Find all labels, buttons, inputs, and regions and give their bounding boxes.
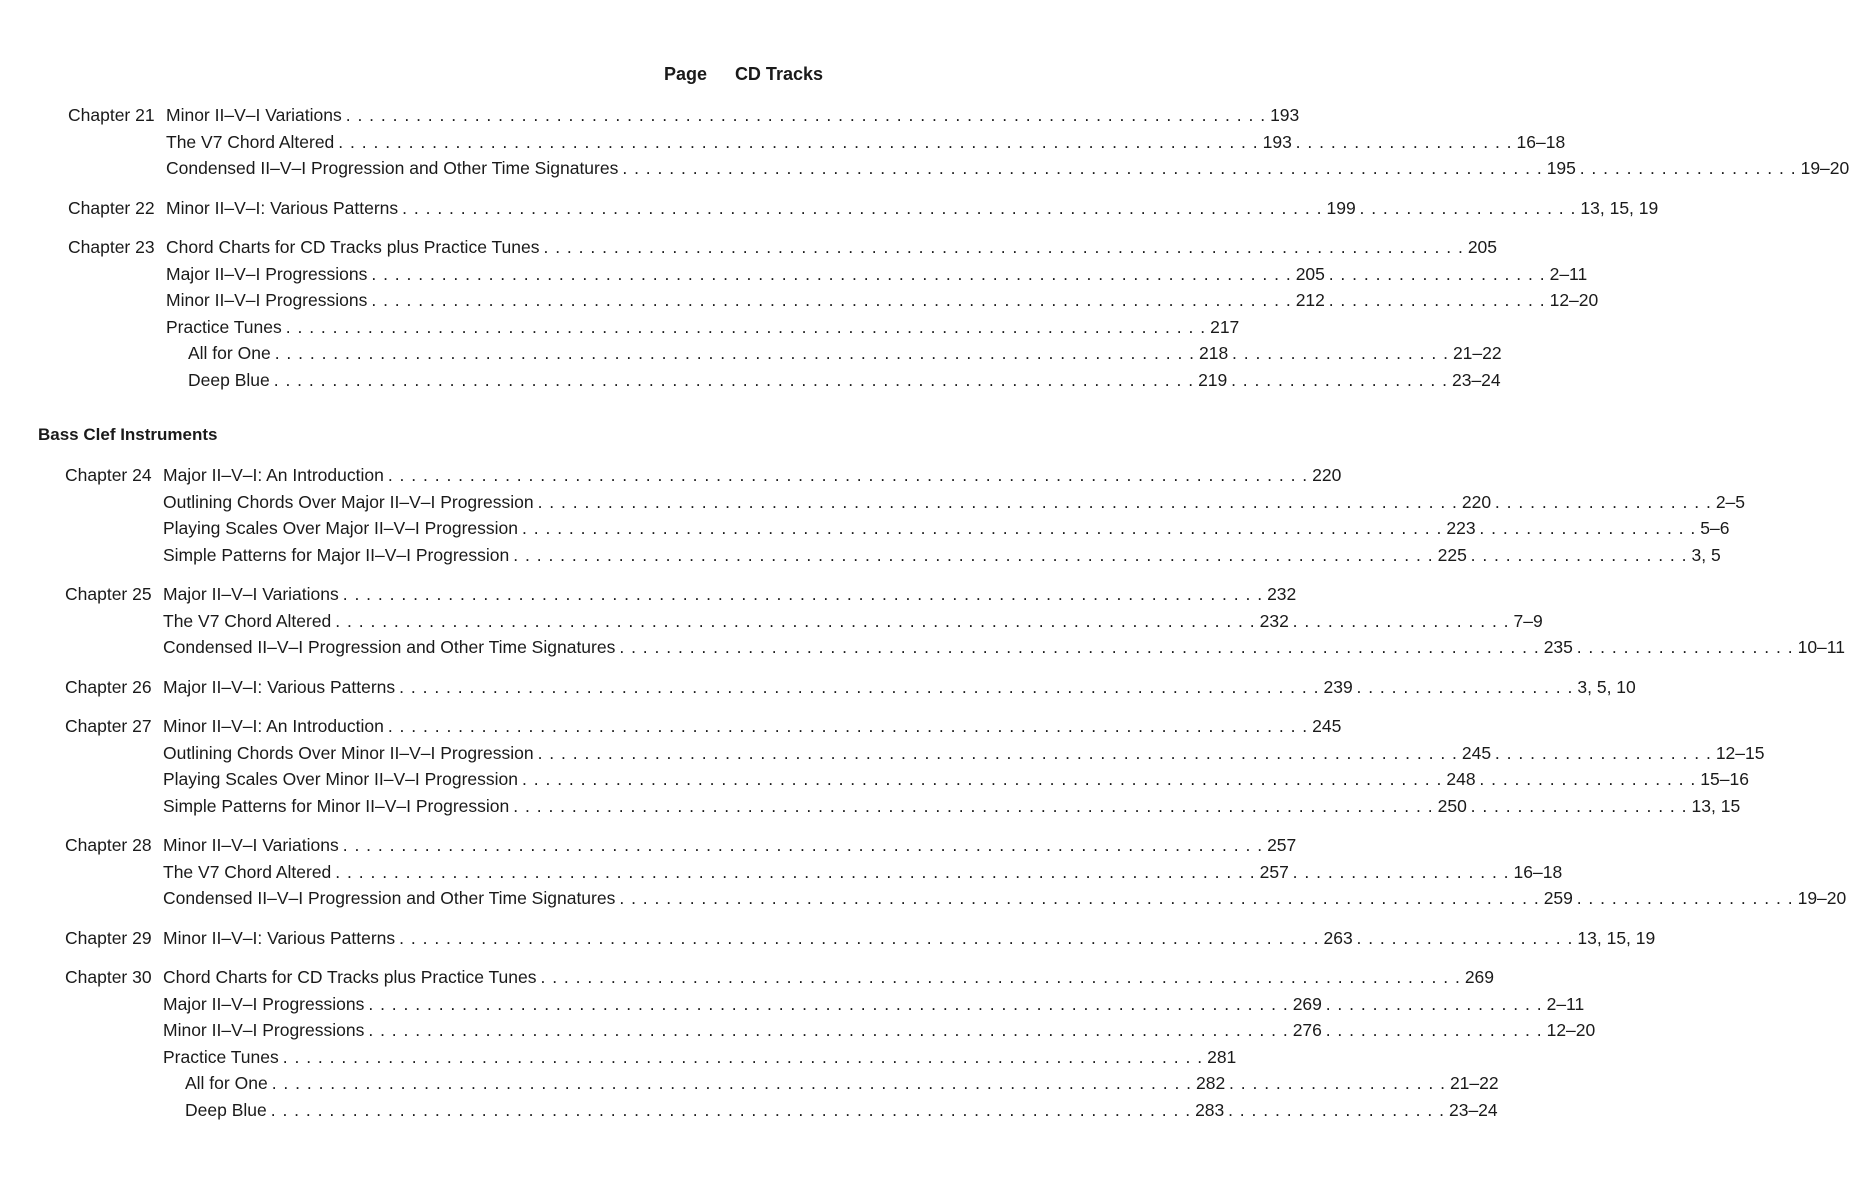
cd-track-numbers: 16–18: [1516, 131, 1566, 152]
toc-line: [185, 1098, 1498, 1122]
toc-entry: [0, 675, 1636, 699]
toc-line: [166, 103, 1300, 127]
track-dot-leader: . . . . . . . . . . . . . . . . . . .: [1325, 993, 1543, 1014]
toc-entry: [0, 886, 1847, 910]
dot-leader: . . . . . . . . . . . . . . . . . . . . . . . . . . . . . . . . . . . . . . . . . . . . . . . . . . . . . . . . . . . . . . . . . . . . . . . . . . . . . . .: [513, 544, 1434, 565]
cd-track-numbers: 16–18: [1513, 861, 1563, 882]
toc-line: [163, 675, 1636, 699]
section-entry-title: Playing Scales Over Major II–V–I Progression: [163, 518, 519, 538]
chapter-title: Minor II–V–I Variations: [163, 835, 339, 855]
section-entry-title: All for One: [188, 343, 271, 363]
toc-line: [188, 341, 1502, 365]
dot-leader: . . . . . . . . . . . . . . . . . . . . . . . . . . . . . . . . . . . . . . . . . . . . . . . . . . . . . . . . . . . . . . . . . . . . . . . . . . . . . . .: [619, 637, 1540, 657]
track-dot-leader: . . . . . . . . . . . . . . . . . . .: [1470, 795, 1688, 816]
dot-leader: . . . . . . . . . . . . . . . . . . . . . . . . . . . . . . . . . . . . . . . . . . . . . . . . . . . . . . . . . . . . . . . . . . . . . . . . . . . . . . .: [345, 105, 1267, 125]
cd-track-numbers: 15–16: [1700, 769, 1749, 789]
track-dot-leader: . . . . . . . . . . . . . . . . . . .: [1328, 290, 1546, 310]
chapter-title: Minor II–V–I: An Introduction: [163, 716, 384, 736]
cd-tracks: [1228, 1071, 1499, 1095]
page-column-header: Page: [664, 64, 708, 84]
chapter-label: Chapter 22: [68, 197, 155, 218]
section-entry-title: The V7 Chord Altered: [163, 610, 332, 631]
cd-track-numbers: 2–11: [1549, 263, 1588, 284]
cd-tracks: [1292, 860, 1563, 884]
page-number: 257: [1267, 835, 1297, 855]
section-entry-title: The V7 Chord Altered: [166, 131, 335, 152]
cd-track-numbers: 10–11: [1797, 637, 1845, 657]
toc-entry: [0, 965, 1495, 989]
dot-leader: . . . . . . . . . . . . . . . . . . . . . . . . . . . . . . . . . . . . . . . . . . . . . . . . . . . . . . . . . . . . . . . . . . . . . . . . . . . . . . .: [342, 584, 1264, 604]
toc-line: [166, 288, 1599, 312]
cd-track-numbers: 19–20: [1797, 888, 1847, 908]
cd-tracks: [1579, 156, 1849, 180]
toc-entry: [0, 103, 1300, 127]
cd-track-numbers: 7–9: [1513, 610, 1543, 631]
dot-leader: . . . . . . . . . . . . . . . . . . . . . . . . . . . . . . . . . . . . . . . . . . . . . . . . . . . . . . . . . . . . . . . . . . . . . . . . . . . . . . .: [342, 835, 1264, 855]
track-dot-leader: . . . . . . . . . . . . . . . . . . .: [1359, 197, 1577, 218]
toc-entry: [0, 992, 1585, 1016]
toc-entry: [0, 1071, 1499, 1095]
toc-entry: [0, 1098, 1498, 1122]
section-entry-title: Playing Scales Over Minor II–V–I Progression: [163, 769, 519, 789]
toc-entry: [0, 490, 1746, 514]
cd-tracks: [1355, 926, 1656, 950]
toc-line: [163, 860, 1563, 884]
track-dot-leader: . . . . . . . . . . . . . . . . . . .: [1292, 610, 1510, 631]
track-dot-leader: . . . . . . . . . . . . . . . . . . .: [1576, 637, 1794, 657]
cd-track-numbers: 13, 15, 19: [1580, 197, 1659, 218]
page-number: 250: [1437, 795, 1467, 816]
page-number: 245: [1461, 742, 1492, 763]
section-entry-title: Condensed II–V–I Progression and Other Time Signatures: [163, 888, 616, 908]
track-dot-leader: . . . . . . . . . . . . . . . . . . .: [1479, 769, 1697, 789]
dot-leader: . . . . . . . . . . . . . . . . . . . . . . . . . . . . . . . . . . . . . . . . . . . . . . . . . . . . . . . . . . . . . . . . . . . . . . . . . . . . . . .: [368, 1020, 1289, 1040]
toc-entry: [0, 1045, 1237, 1069]
toc-line: [163, 1045, 1237, 1069]
cd-track-numbers: 21–22: [1449, 1073, 1499, 1093]
chapter-title: Chord Charts for CD Tracks plus Practice Tunes: [166, 237, 540, 257]
toc-line: [163, 609, 1543, 633]
section-entry-title: Minor II–V–I Progressions: [166, 290, 368, 310]
chapter-title: Chord Charts for CD Tracks plus Practice Tunes: [163, 967, 537, 987]
cd-track-numbers: 21–22: [1452, 343, 1502, 363]
page-number: 232: [1259, 610, 1289, 631]
track-dot-leader: . . . . . . . . . . . . . . . . . . .: [1576, 888, 1794, 908]
toc-entry: [0, 794, 1741, 818]
chapter-label: Chapter 29: [65, 927, 152, 948]
dot-leader: . . . . . . . . . . . . . . . . . . . . . . . . . . . . . . . . . . . . . . . . . . . . . . . . . . . . . . . . . . . . . . . . . . . . . . . . . . . . . . .: [271, 1073, 1193, 1093]
page-number: 225: [1437, 544, 1467, 565]
dot-leader: . . . . . . . . . . . . . . . . . . . . . . . . . . . . . . . . . . . . . . . . . . . . . . . . . . . . . . . . . . . . . . . . . . . . . . . . . . . . . . .: [273, 369, 1195, 390]
dot-leader: . . . . . . . . . . . . . . . . . . . . . . . . . . . . . . . . . . . . . . . . . . . . . . . . . . . . . . . . . . . . . . . . . . . . . . . . . . . . . . .: [522, 769, 1443, 789]
cd-tracks: [1576, 635, 1845, 659]
chapter-label: Chapter 24: [65, 465, 152, 485]
chapter-label: Chapter 21: [68, 105, 155, 125]
page-number: 281: [1207, 1046, 1237, 1067]
page-number: 223: [1446, 518, 1476, 538]
cd-tracks: [1358, 196, 1659, 220]
toc-entry: [0, 368, 1501, 392]
chapter-title: Major II–V–I: An Introduction: [163, 465, 384, 485]
toc-line: [163, 714, 1342, 738]
toc-line: [163, 1018, 1596, 1042]
cd-tracks: [1292, 609, 1543, 633]
chapter-label: Chapter 25: [65, 584, 152, 604]
page-number: 248: [1446, 769, 1476, 789]
toc-entry: [0, 315, 1240, 339]
track-dot-leader: . . . . . . . . . . . . . . . . . . .: [1292, 861, 1510, 882]
page-number: 195: [1546, 158, 1576, 178]
page-number: 232: [1267, 584, 1297, 604]
page-number: 239: [1323, 676, 1353, 697]
cd-track-numbers: 12–20: [1546, 1020, 1596, 1040]
section-entry-title: Outlining Chords Over Major II–V–I Progression: [163, 491, 534, 512]
cd-tracks: [1494, 490, 1746, 514]
toc-line: [163, 833, 1297, 857]
toc-line: [163, 490, 1746, 514]
chapter-title: Minor II–V–I Variations: [166, 105, 342, 125]
chapter-title: Minor II–V–I: Various Patterns: [166, 197, 399, 218]
toc-entry: [0, 156, 1849, 180]
track-dot-leader: . . . . . . . . . . . . . . . . . . .: [1494, 742, 1712, 763]
toc-entry: [0, 341, 1502, 365]
toc-line: [163, 582, 1297, 606]
toc-line: [163, 516, 1730, 540]
dot-leader: . . . . . . . . . . . . . . . . . . . . . . . . . . . . . . . . . . . . . . . . . . . . . . . . . . . . . . . . . . . . . . . . . . . . . . . . . . . . . . .: [543, 237, 1464, 257]
toc-line: [188, 368, 1501, 392]
section-title-bass-clef: Bass Clef Instruments: [38, 425, 218, 444]
dot-leader: . . . . . . . . . . . . . . . . . . . . . . . . . . . . . . . . . . . . . . . . . . . . . . . . . . . . . . . . . . . . . . . . . . . . . . . . . . . . . . .: [622, 158, 1543, 178]
dot-leader: . . . . . . . . . . . . . . . . . . . . . . . . . . . . . . . . . . . . . . . . . . . . . . . . . . . . . . . . . . . . . . . . . . . . . . . . . . . . . . .: [402, 197, 1323, 218]
cd-tracks: [1576, 886, 1847, 910]
chapter-label: Chapter 28: [65, 835, 152, 855]
chapter-label: Chapter 27: [65, 716, 152, 736]
toc-entry: [0, 196, 1659, 220]
toc-line: [163, 463, 1342, 487]
toc-entry: [0, 463, 1342, 487]
dot-leader: . . . . . . . . . . . . . . . . . . . . . . . . . . . . . . . . . . . . . . . . . . . . . . . . . . . . . . . . . . . . . . . . . . . . . . . . . . . . . . .: [522, 518, 1443, 538]
track-dot-leader: . . . . . . . . . . . . . . . . . . .: [1356, 927, 1574, 948]
cd-tracks: [1328, 288, 1599, 312]
toc-entry: [0, 1018, 1596, 1042]
page-number: 205: [1295, 263, 1325, 284]
dot-leader: . . . . . . . . . . . . . . . . . . . . . . . . . . . . . . . . . . . . . . . . . . . . . . . . . . . . . . . . . . . . . . . . . . . . . . . . . . . . . . .: [368, 993, 1289, 1014]
toc-line: [163, 992, 1585, 1016]
page-number: 282: [1196, 1073, 1226, 1093]
toc-entry: [0, 262, 1588, 286]
dot-leader: . . . . . . . . . . . . . . . . . . . . . . . . . . . . . . . . . . . . . . . . . . . . . . . . . . . . . . . . . . . . . . . . . . . . . . . . . . . . . . .: [371, 290, 1292, 310]
page-number: 205: [1467, 237, 1498, 257]
toc-entry: [0, 130, 1566, 154]
toc-entry: [0, 860, 1563, 884]
cd-tracks: [1230, 368, 1501, 392]
toc-line: [163, 794, 1741, 818]
page-number: 263: [1323, 927, 1353, 948]
cd-track-numbers: 19–20: [1800, 158, 1849, 178]
cd-tracks: [1478, 516, 1730, 540]
toc-entry: [0, 833, 1297, 857]
section-entry-title: All for One: [185, 1073, 268, 1093]
toc-entry: [0, 767, 1749, 791]
page-number: 283: [1195, 1099, 1225, 1120]
dot-leader: . . . . . . . . . . . . . . . . . . . . . . . . . . . . . . . . . . . . . . . . . . . . . . . . . . . . . . . . . . . . . . . . . . . . . . . . . . . . . . .: [387, 716, 1309, 736]
toc-entry: [0, 543, 1721, 567]
toc-line: [163, 886, 1847, 910]
page-number: 245: [1312, 716, 1342, 736]
track-dot-leader: . . . . . . . . . . . . . . . . . . .: [1328, 263, 1546, 284]
section-entry-title: Deep Blue: [188, 369, 270, 390]
track-dot-leader: . . . . . . . . . . . . . . . . . . .: [1228, 1099, 1445, 1120]
toc-entry: [0, 516, 1730, 540]
page-number: 199: [1326, 197, 1356, 218]
toc-entry: [0, 741, 1765, 765]
chapter-label: Chapter 30: [65, 967, 152, 987]
dot-leader: . . . . . . . . . . . . . . . . . . . . . . . . . . . . . . . . . . . . . . . . . . . . . . . . . . . . . . . . . . . . . . . . . . . . . . . . . . . . . . .: [537, 491, 1458, 512]
page-number: 219: [1198, 369, 1228, 390]
track-dot-leader: . . . . . . . . . . . . . . . . . . .: [1579, 158, 1797, 178]
track-dot-leader: . . . . . . . . . . . . . . . . . . .: [1295, 131, 1513, 152]
cd-track-numbers: 3, 5, 10: [1577, 676, 1636, 697]
cd-track-numbers: 23–24: [1448, 1099, 1498, 1120]
dot-leader: . . . . . . . . . . . . . . . . . . . . . . . . . . . . . . . . . . . . . . . . . . . . . . . . . . . . . . . . . . . . . . . . . . . . . . . . . . . . . . .: [371, 263, 1292, 284]
track-dot-leader: . . . . . . . . . . . . . . . . . . .: [1494, 491, 1712, 512]
page-number: 235: [1543, 637, 1573, 657]
dot-leader: . . . . . . . . . . . . . . . . . . . . . . . . . . . . . . . . . . . . . . . . . . . . . . . . . . . . . . . . . . . . . . . . . . . . . . . . . . . . . . .: [537, 742, 1458, 763]
dot-leader: . . . . . . . . . . . . . . . . . . . . . . . . . . . . . . . . . . . . . . . . . . . . . . . . . . . . . . . . . . . . . . . . . . . . . . . . . . . . . . .: [282, 1046, 1204, 1067]
section-entry-title: Practice Tunes: [166, 316, 282, 337]
toc-entry: [0, 609, 1543, 633]
track-dot-leader: . . . . . . . . . . . . . . . . . . .: [1232, 343, 1449, 363]
cd-tracks: [1328, 262, 1588, 286]
track-dot-leader: . . . . . . . . . . . . . . . . . . .: [1229, 1073, 1446, 1093]
toc-entry: [0, 582, 1297, 606]
toc-entry: [0, 714, 1342, 738]
cd-tracks: [1227, 1098, 1498, 1122]
section-entry-title: Simple Patterns for Major II–V–I Progression: [163, 544, 510, 565]
toc-line: [163, 741, 1765, 765]
cd-tracks-column-header: CD Tracks: [734, 64, 823, 84]
dot-leader: . . . . . . . . . . . . . . . . . . . . . . . . . . . . . . . . . . . . . . . . . . . . . . . . . . . . . . . . . . . . . . . . . . . . . . . . . . . . . . .: [274, 343, 1196, 363]
toc-entry: [0, 235, 1498, 259]
section-entry-title: Condensed II–V–I Progression and Other Time Signatures: [166, 158, 619, 178]
page-number: 220: [1312, 465, 1342, 485]
page-number: 193: [1270, 105, 1300, 125]
section-entry-title: Simple Patterns for Minor II–V–I Progression: [163, 795, 510, 816]
page-number: 269: [1292, 993, 1322, 1014]
cd-track-numbers: 23–24: [1451, 369, 1501, 390]
track-dot-leader: . . . . . . . . . . . . . . . . . . .: [1470, 544, 1688, 565]
track-dot-leader: . . . . . . . . . . . . . . . . . . .: [1356, 676, 1574, 697]
toc-line: [166, 262, 1588, 286]
cd-tracks: [1470, 543, 1721, 567]
cd-track-numbers: 13, 15, 19: [1577, 927, 1656, 948]
chapter-label: Chapter 23: [68, 237, 155, 257]
chapter-title: Minor II–V–I: Various Patterns: [163, 927, 396, 948]
page-number: 193: [1262, 131, 1292, 152]
page-number: 220: [1461, 491, 1492, 512]
track-dot-leader: . . . . . . . . . . . . . . . . . . .: [1325, 1020, 1543, 1040]
cd-tracks: [1470, 794, 1741, 818]
section-entry-title: Major II–V–I Progressions: [163, 993, 365, 1014]
page-number: 259: [1543, 888, 1573, 908]
page-number: 218: [1199, 343, 1229, 363]
toc-entry: [0, 288, 1599, 312]
toc-line: [166, 130, 1566, 154]
dot-leader: . . . . . . . . . . . . . . . . . . . . . . . . . . . . . . . . . . . . . . . . . . . . . . . . . . . . . . . . . . . . . . . . . . . . . . . . . . . . . . .: [338, 131, 1259, 152]
dot-leader: . . . . . . . . . . . . . . . . . . . . . . . . . . . . . . . . . . . . . . . . . . . . . . . . . . . . . . . . . . . . . . . . . . . . . . . . . . . . . . .: [399, 927, 1320, 948]
dot-leader: . . . . . . . . . . . . . . . . . . . . . . . . . . . . . . . . . . . . . . . . . . . . . . . . . . . . . . . . . . . . . . . . . . . . . . . . . . . . . . .: [540, 967, 1461, 987]
section-entry-title: Practice Tunes: [163, 1046, 279, 1067]
page-number: 212: [1295, 290, 1325, 310]
cd-track-numbers: 12–15: [1715, 742, 1765, 763]
page-number: 276: [1292, 1020, 1322, 1040]
toc-line: [185, 1071, 1499, 1095]
toc-line: [166, 235, 1498, 259]
chapter-title: Major II–V–I: Various Patterns: [163, 676, 396, 697]
dot-leader: . . . . . . . . . . . . . . . . . . . . . . . . . . . . . . . . . . . . . . . . . . . . . . . . . . . . . . . . . . . . . . . . . . . . . . . . . . . . . . .: [285, 316, 1207, 337]
toc-line: [163, 543, 1721, 567]
dot-leader: . . . . . . . . . . . . . . . . . . . . . . . . . . . . . . . . . . . . . . . . . . . . . . . . . . . . . . . . . . . . . . . . . . . . . . . . . . . . . . .: [335, 610, 1256, 631]
section-entry-title: Major II–V–I Progressions: [166, 263, 368, 284]
section-entry-title: Deep Blue: [185, 1099, 267, 1120]
cd-track-numbers: 2–5: [1715, 491, 1746, 512]
cd-tracks: [1478, 767, 1749, 791]
track-dot-leader: . . . . . . . . . . . . . . . . . . .: [1231, 369, 1448, 390]
cd-tracks: [1295, 130, 1566, 154]
dot-leader: . . . . . . . . . . . . . . . . . . . . . . . . . . . . . . . . . . . . . . . . . . . . . . . . . . . . . . . . . . . . . . . . . . . . . . . . . . . . . . .: [335, 861, 1256, 882]
section-entry-title: Minor II–V–I Progressions: [163, 1020, 365, 1040]
section-entry-title: The V7 Chord Altered: [163, 861, 332, 882]
toc-entry: [0, 635, 1845, 659]
chapter-title: Major II–V–I Variations: [163, 584, 339, 604]
toc-line: [163, 767, 1749, 791]
toc-line: [166, 196, 1659, 220]
track-dot-leader: . . . . . . . . . . . . . . . . . . .: [1479, 518, 1697, 538]
cd-tracks: [1325, 1018, 1596, 1042]
dot-leader: . . . . . . . . . . . . . . . . . . . . . . . . . . . . . . . . . . . . . . . . . . . . . . . . . . . . . . . . . . . . . . . . . . . . . . . . . . . . . . .: [270, 1099, 1192, 1120]
dot-leader: . . . . . . . . . . . . . . . . . . . . . . . . . . . . . . . . . . . . . . . . . . . . . . . . . . . . . . . . . . . . . . . . . . . . . . . . . . . . . . .: [619, 888, 1540, 908]
dot-leader: . . . . . . . . . . . . . . . . . . . . . . . . . . . . . . . . . . . . . . . . . . . . . . . . . . . . . . . . . . . . . . . . . . . . . . . . . . . . . . .: [399, 676, 1320, 697]
cd-track-numbers: 3, 5: [1691, 544, 1721, 565]
toc-line: [166, 156, 1849, 180]
page-number: 269: [1464, 967, 1495, 987]
cd-track-numbers: 5–6: [1700, 518, 1730, 538]
toc-line: [163, 965, 1495, 989]
cd-tracks: [1494, 741, 1765, 765]
toc-line: [163, 926, 1656, 950]
chapter-label: Chapter 26: [65, 676, 152, 697]
cd-track-numbers: 2–11: [1546, 993, 1585, 1014]
cd-tracks: [1325, 992, 1585, 1016]
page-number: 217: [1210, 316, 1240, 337]
cd-tracks: [1355, 675, 1636, 699]
section-entry-title: Outlining Chords Over Minor II–V–I Progression: [163, 742, 534, 763]
toc-line: [163, 635, 1845, 659]
dot-leader: . . . . . . . . . . . . . . . . . . . . . . . . . . . . . . . . . . . . . . . . . . . . . . . . . . . . . . . . . . . . . . . . . . . . . . . . . . . . . . .: [387, 465, 1309, 485]
cd-track-numbers: 13, 15: [1691, 795, 1741, 816]
page-number: 257: [1259, 861, 1289, 882]
toc-line: [166, 315, 1240, 339]
cd-track-numbers: 12–20: [1549, 290, 1599, 310]
dot-leader: . . . . . . . . . . . . . . . . . . . . . . . . . . . . . . . . . . . . . . . . . . . . . . . . . . . . . . . . . . . . . . . . . . . . . . . . . . . . . . .: [513, 795, 1434, 816]
section-entry-title: Condensed II–V–I Progression and Other Time Signatures: [163, 637, 616, 657]
toc-entry: [0, 926, 1656, 950]
cd-tracks: [1231, 341, 1502, 365]
